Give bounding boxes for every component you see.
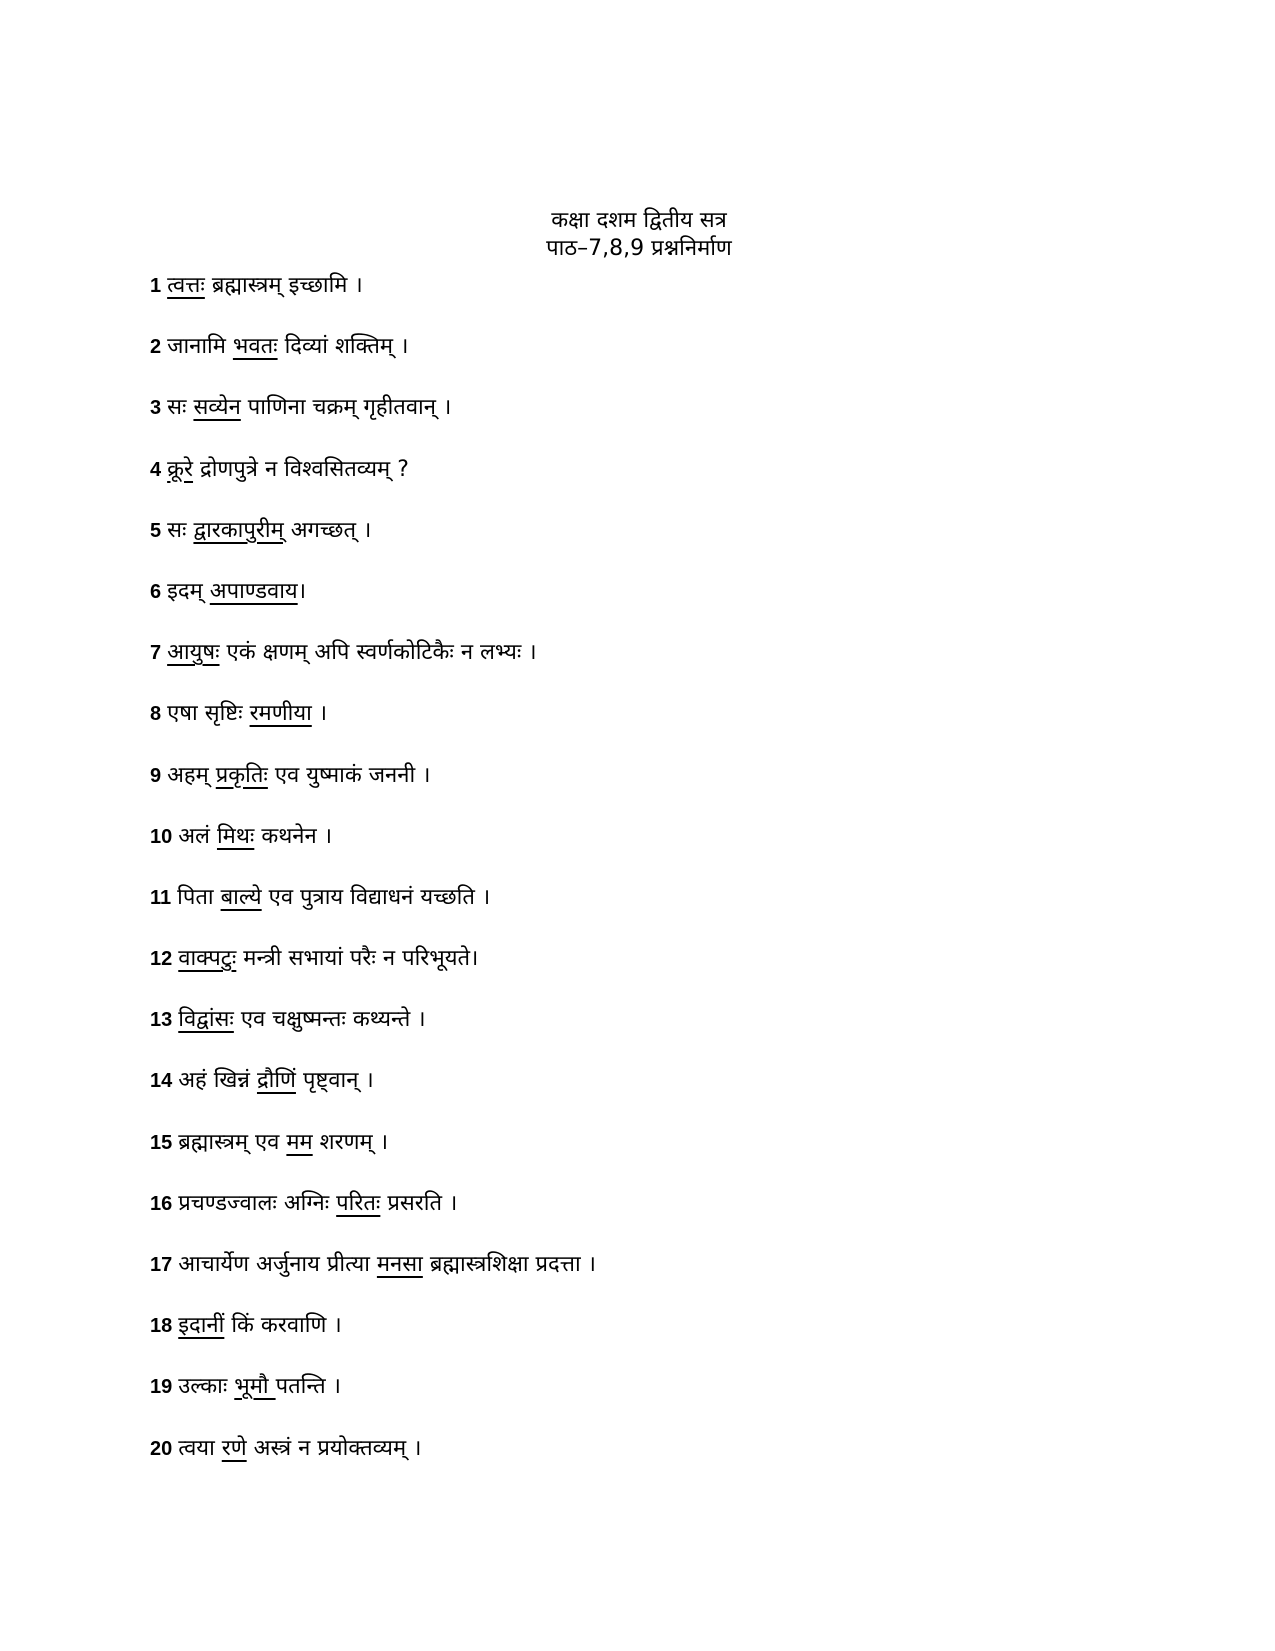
question-number: 16 <box>150 1192 173 1215</box>
underlined-word: रमणीया <box>249 701 312 727</box>
question-text-after: पतन्ति । <box>275 1374 341 1400</box>
underlined-word: मम <box>286 1129 313 1155</box>
question-text-after: एव युष्माकं जननी । <box>267 762 431 788</box>
question-item <box>150 633 1150 694</box>
question-number: 19 <box>150 1376 173 1399</box>
question-text-before: पिता <box>177 884 221 910</box>
question-number: 13 <box>150 1009 173 1032</box>
question-item <box>150 1245 1150 1306</box>
underlined-word: बाल्ये <box>220 884 262 910</box>
underlined-word: भूमौ <box>234 1374 276 1400</box>
question-number: 10 <box>150 825 173 848</box>
question-text-after: पाणिना चक्रम् गृहीतवान् । <box>240 395 452 421</box>
question-text-after: प्रसरति । <box>380 1190 458 1216</box>
question-text-before: उल्काः <box>178 1374 235 1400</box>
underlined-word: विद्वांसः <box>178 1007 234 1033</box>
underlined-word: सव्येन <box>193 395 241 421</box>
question-item <box>150 756 1150 817</box>
question-text-before: आचार्येण अर्जुनाय प्रीत्या <box>178 1252 377 1277</box>
question-number: 2 <box>150 336 162 359</box>
question-number: 5 <box>150 519 162 542</box>
question-text-after: अगच्छत् । <box>283 517 372 543</box>
question-number: 18 <box>150 1315 173 1338</box>
question-text-before: त्वया <box>178 1435 222 1461</box>
underlined-word: परितः <box>336 1190 381 1216</box>
question-text-before: ब्रह्मास्त्रम् एव <box>178 1129 287 1155</box>
question-list <box>150 266 1150 1490</box>
underlined-word: प्रकृतिः <box>215 762 268 788</box>
question-number: 8 <box>150 703 162 726</box>
question-item <box>150 388 1150 449</box>
question-text-after: किं करवाणि । <box>224 1313 342 1339</box>
question-text-after: एकं क्षणम् अपि स्वर्णकोटिकैः न लभ्यः । <box>219 640 537 666</box>
question-text-before: अहं खिन्नं <box>178 1068 257 1094</box>
question-number: 12 <box>150 948 173 971</box>
underlined-word: मनसा <box>376 1252 423 1277</box>
question-item <box>150 1367 1150 1428</box>
question-text-before: प्रचण्डज्वालः अग्निः <box>178 1190 337 1216</box>
underlined-word: रणे <box>221 1435 247 1461</box>
underlined-word: इदानीं <box>178 1313 225 1339</box>
question-number: 7 <box>150 642 162 665</box>
question-text-after: ब्रह्मास्त्रशिक्षा प्रदत्ता । <box>422 1252 596 1277</box>
question-item <box>150 1123 1150 1184</box>
question-item <box>150 1184 1150 1245</box>
question-text-after: शरणम् । <box>312 1129 389 1155</box>
question-item <box>150 1000 1150 1061</box>
question-text-after: ब्रह्मास्त्रम् इच्छामि । <box>204 273 363 298</box>
underlined-word: वाक्पटुः <box>178 946 237 972</box>
underlined-word: त्वत्तः <box>167 273 205 298</box>
question-text-after: । <box>311 701 328 727</box>
question-text-after: एव चक्षुष्मन्तः कथ्यन्ते । <box>233 1007 426 1033</box>
question-item <box>150 1429 1150 1490</box>
question-number: 15 <box>150 1131 173 1154</box>
underlined-word: अपाण्डवाय <box>209 578 298 604</box>
underlined-word: आयुषः <box>167 640 220 666</box>
question-item <box>150 572 1150 633</box>
question-item <box>150 266 1150 327</box>
question-text-after: पृष्ट्वान् । <box>295 1068 374 1094</box>
question-text-before: सः <box>167 517 194 543</box>
question-item <box>150 817 1150 878</box>
question-text-before: अहम् <box>167 762 216 788</box>
underlined-word: द्वारकापुरीम् <box>193 517 284 543</box>
question-number: 4 <box>150 458 162 481</box>
question-text-after: एव पुत्राय विद्याधनं यच्छति । <box>261 884 491 910</box>
question-text-before: एषा सृष्टिः <box>167 701 250 727</box>
question-number: 6 <box>150 580 162 603</box>
question-text-after: द्रोणपुत्रे न विश्वसितव्यम् ? <box>193 456 409 482</box>
question-text-after: मन्त्री सभायां परैः न परिभूयते। <box>236 946 479 972</box>
question-item <box>150 878 1150 939</box>
question-number: 3 <box>150 397 162 420</box>
question-number: 17 <box>150 1254 173 1276</box>
question-number: 14 <box>150 1070 173 1093</box>
underlined-word: क्रूरे <box>167 456 194 482</box>
question-text-before: अलं <box>178 823 217 849</box>
question-item <box>150 511 1150 572</box>
lesson-subtitle: पाठ–7,8,9 प्रश्ननिर्माण <box>546 236 732 261</box>
question-item <box>150 327 1150 388</box>
question-item <box>150 450 1150 511</box>
question-text-after: दिव्यां शक्तिम् । <box>277 334 409 360</box>
question-text-after: अस्त्रं न प्रयोक्तव्यम् । <box>246 1435 422 1461</box>
question-item <box>150 694 1150 755</box>
question-number: 1 <box>150 275 162 297</box>
question-number: 20 <box>150 1437 173 1460</box>
underlined-word: द्रौणिं <box>256 1068 296 1094</box>
question-text-after: कथनेन । <box>254 823 333 849</box>
question-text-after: । <box>297 578 307 604</box>
question-text-before: सः <box>167 395 194 421</box>
question-item <box>150 1061 1150 1122</box>
question-number: 9 <box>150 764 162 787</box>
question-number: 11 <box>150 886 172 909</box>
underlined-word: मिथः <box>216 823 255 849</box>
question-text-before: जानामि <box>167 334 233 360</box>
class-title: कक्षा दशम द्वितीय सत्र <box>551 208 727 233</box>
question-text-before: इदम् <box>167 578 210 604</box>
underlined-word: भवतः <box>232 334 278 360</box>
question-item <box>150 939 1150 1000</box>
question-item <box>150 1306 1150 1367</box>
